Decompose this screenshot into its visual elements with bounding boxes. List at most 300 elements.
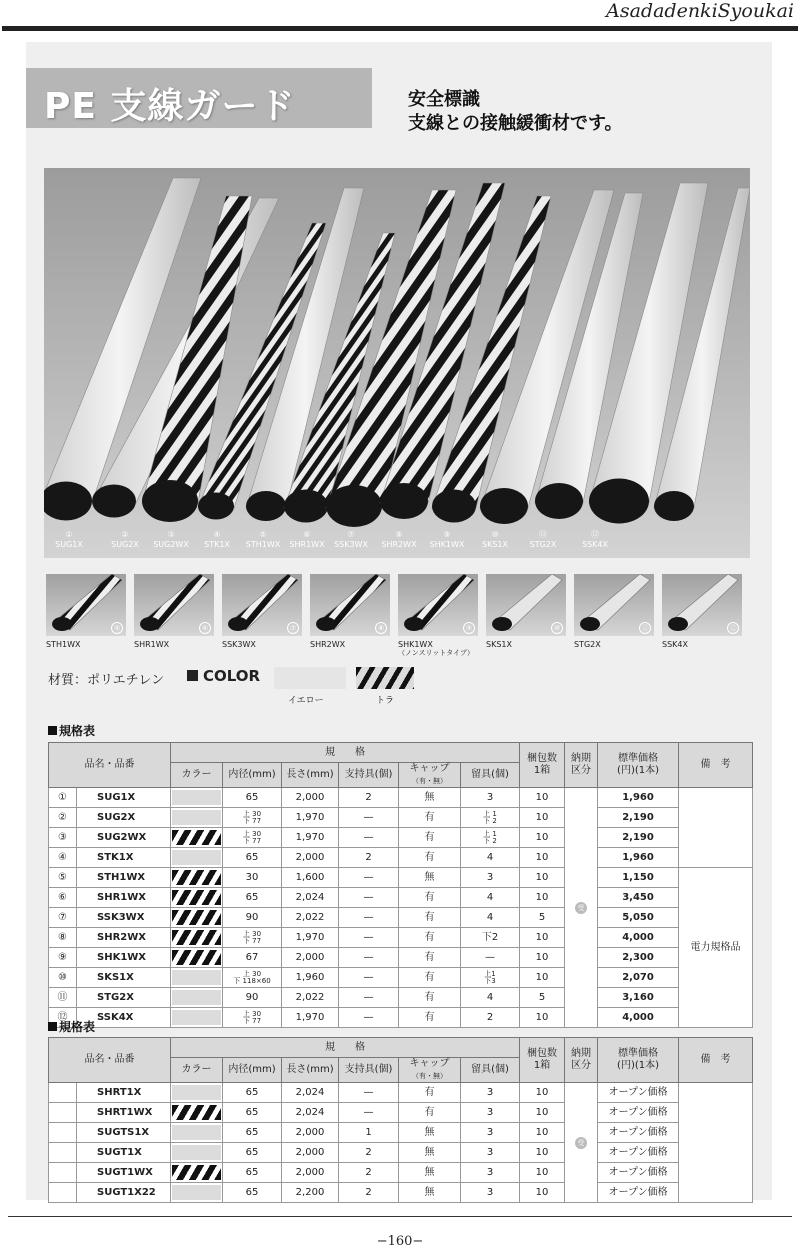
pack-quantity: 10 [520,868,565,888]
support-count: — [339,1103,399,1123]
cap: 有 [399,908,461,928]
fastener-count [461,848,520,868]
fastener-split-top: 上 1 [483,829,497,838]
fastener-count [461,1103,520,1123]
table-row [49,1008,753,1028]
support-count: — [339,1083,399,1103]
row-number: ② [49,808,77,828]
table-row [49,788,753,808]
col-pack-line2: 1箱 [533,1060,551,1071]
fastener-count [461,888,520,908]
photo-label-name: SKS1X [482,540,508,549]
pack-quantity: 10 [520,788,565,808]
photo-label-name: STH1WX [245,540,281,549]
col-pack-line1: 梱包数 [527,1048,558,1059]
color-swatch-yellow [172,850,221,865]
photo-label-number: ⑩ [491,530,499,539]
inner-diameter [223,788,282,808]
inner-diameter-split-bottom: 下 77 [242,936,262,945]
fastener-value: 3 [486,871,494,883]
photo-label-number: ⑥ [303,530,311,539]
table-row [49,928,753,948]
product-code: SUGT1WX [77,1163,171,1183]
product-thumbnail [310,574,390,636]
color-swatch-yellow [172,1085,221,1100]
inner-diameter-value: 65 [245,891,259,903]
col-inner: 内径(mm) [223,1058,282,1083]
standard-price: オープン価格 [598,1143,679,1163]
color-cell [171,1103,223,1123]
table-row [49,948,753,968]
support-count: — [339,988,399,1008]
product-thumbnail [486,574,566,636]
length: 2,024 [282,1103,339,1123]
product-code: SUGTS1X [77,1123,171,1143]
inner-diameter [223,1143,282,1163]
product-thumbnail [662,574,742,636]
photo-label-name: SSK4X [582,540,608,549]
inner-diameter-value: 65 [245,1166,259,1178]
swatch-tora [356,667,414,689]
inner-diameter [223,808,282,828]
guard-cap-9 [432,490,476,523]
col-color: カラー [171,1058,223,1083]
color-swatch-yellow [172,970,221,985]
inner-diameter-value: 65 [245,791,259,803]
product-code: STG2X [77,988,171,1008]
thumbnail-name: STG2X [574,640,601,649]
col-fastener: 留具(個) [461,763,520,788]
photo-label [422,530,472,550]
product-code: SHR2WX [77,928,171,948]
inner-diameter-value: 65 [245,1146,259,1158]
pack-quantity: 10 [520,1103,565,1123]
col-product: 品名・品番 [49,743,171,788]
cap: 有 [399,948,461,968]
color-cell [171,808,223,828]
pack-quantity: 10 [520,1083,565,1103]
inner-diameter-split-top: 上 30 [242,1009,262,1018]
col-length: 長さ(mm) [282,763,339,788]
row-number [49,1163,77,1183]
length: 1,970 [282,828,339,848]
support-count: — [339,828,399,848]
col-remarks: 備 考 [679,1038,753,1083]
photo-label-name: SUG2X [111,540,139,549]
table-row [49,1143,753,1163]
color-cell [171,1143,223,1163]
photo-label [518,530,568,550]
pack-quantity: 10 [520,1143,565,1163]
color-swatch-yellow [172,1125,221,1140]
length: 2,000 [282,788,339,808]
cap: 無 [399,868,461,888]
row-number: ④ [49,848,77,868]
standard-price: 3,450 [598,888,679,908]
product-code: SUG2X [77,808,171,828]
photo-label-number: ⑦ [347,530,355,539]
table-row [49,848,753,868]
standard-price: オープン価格 [598,1103,679,1123]
thumbnail-number: ⑪ [639,622,651,634]
table2-title [48,1018,95,1035]
table-row [49,888,753,908]
cap: 無 [399,1143,461,1163]
support-count: 2 [339,1183,399,1203]
swatch-tora-caption: トラ [376,696,395,706]
standard-price: 1,150 [598,868,679,888]
col-cap-line1: キャップ [409,1058,450,1069]
photo-label [326,530,376,550]
fastener-count [461,948,520,968]
fastener-value: — [485,951,496,963]
tagline-line-2: 支線との接触緩衝材です。 [408,113,623,134]
inner-diameter [223,848,282,868]
col-delivery-line2: 区分 [571,765,592,776]
col-pack [520,1038,565,1083]
photo-label-number: ① [65,530,73,539]
standard-price: 2,070 [598,968,679,988]
inner-diameter [223,828,282,848]
inner-diameter-split-bottom: 下 77 [242,816,262,825]
col-cap [399,763,461,788]
fastener-value: 3 [486,1086,494,1098]
fastener-split-bottom: 下 2 [483,836,497,845]
color-legend-label [187,667,260,685]
thumbnail-number: ⑫ [727,622,739,634]
support-count: 2 [339,1143,399,1163]
fastener-value: 3 [486,1146,494,1158]
square-icon [48,1022,57,1031]
page-number: −160− [376,1234,424,1249]
col-cap-line2: （有・無） [412,777,447,785]
tagline [408,88,623,136]
table-row [49,1123,753,1143]
product-code: SHK1WX [77,948,171,968]
delivery-badge-icon: 受 [575,1137,587,1149]
fastener-count [461,808,520,828]
color-cell [171,888,223,908]
cap: 有 [399,1103,461,1123]
length: 2,200 [282,1183,339,1203]
inner-diameter-value: 90 [245,991,259,1003]
table-row [49,1183,753,1203]
col-price-line2: (円)(1本) [617,1060,660,1071]
inner-diameter-value: 65 [245,851,259,863]
inner-diameter-split [223,1011,281,1025]
color-cell [171,988,223,1008]
col-pack-line1: 梱包数 [527,753,558,764]
photo-label [570,530,620,550]
inner-diameter-split [223,971,281,985]
fastener-count [461,1083,520,1103]
thumbnail-label [574,640,601,649]
material-label: 材質：ポリエチレン [48,673,165,688]
inner-diameter-split-top: 上 30 [242,809,262,818]
inner-diameter-split-top: 上 30 [242,929,262,938]
length: 2,022 [282,988,339,1008]
photo-label [374,530,424,550]
col-delivery-line1: 納期 [571,753,592,764]
photo-label [238,530,288,550]
standard-price: オープン価格 [598,1123,679,1143]
col-support: 支持具(個) [339,763,399,788]
product-thumbnail [134,574,214,636]
remarks-group: 電力規格品 [679,868,753,1028]
product-code: STH1WX [77,868,171,888]
length: 2,000 [282,1163,339,1183]
guard-cap-6 [284,490,328,523]
length: 2,000 [282,1123,339,1143]
color-cell [171,788,223,808]
inner-diameter [223,968,282,988]
fastener-count [461,1008,520,1028]
col-cap [399,1058,461,1083]
support-count: — [339,948,399,968]
fastener-count [461,968,520,988]
cap: 有 [399,1083,461,1103]
inner-diameter-split-bottom: 下 118×60 [233,976,271,985]
col-price [598,743,679,788]
photo-label-name: SHK1WX [429,540,465,549]
support-count: — [339,868,399,888]
spec-table-1 [48,742,753,1028]
color-swatch-yellow [172,1185,221,1200]
color-swatch-tora [172,910,221,925]
bottom-rule [8,1216,792,1217]
delivery-class [565,788,598,1028]
table-row [49,1103,753,1123]
color-swatch-yellow [172,810,221,825]
fastener-split-top: 上1 [484,969,496,978]
cap: 無 [399,1123,461,1143]
length: 1,970 [282,1008,339,1028]
color-label-text: COLOR [203,667,261,685]
inner-diameter-value: 67 [245,951,259,963]
table-row [49,1083,753,1103]
pack-quantity: 10 [520,888,565,908]
inner-diameter-value: 90 [245,911,259,923]
length: 1,970 [282,808,339,828]
row-number: ⑩ [49,968,77,988]
standard-price: 3,160 [598,988,679,1008]
fastener-split-bottom: 下3 [484,976,496,985]
support-count: 2 [339,1163,399,1183]
photo-label-name: SHR2WX [381,540,417,549]
standard-price: 1,960 [598,788,679,808]
thumbnail-number: ⑤ [111,622,123,634]
thumbnail-label [222,640,256,649]
inner-diameter [223,1123,282,1143]
pack-quantity: 10 [520,948,565,968]
color-swatch-tora [172,890,221,905]
photo-label-name: SHR1WX [289,540,325,549]
photo-label-number: ⑪ [539,530,547,539]
inner-diameter-split-bottom: 下 77 [242,1016,262,1025]
col-price-line1: 標準価格 [618,1048,659,1059]
color-swatch-yellow [172,990,221,1005]
fastener-count [461,1183,520,1203]
fastener-value: 4 [486,991,494,1003]
cap: 有 [399,808,461,828]
color-cell [171,848,223,868]
tagline-line-1: 安全標識 [408,89,480,110]
product-thumbnail [398,574,478,636]
table-row [49,968,753,988]
inner-diameter [223,928,282,948]
length: 2,024 [282,888,339,908]
fastener-count [461,1163,520,1183]
inner-diameter-split-top: 上 30 [242,969,262,978]
fastener-value: 4 [486,851,494,863]
col-cap-line1: キャップ [409,763,450,774]
inner-diameter-split [223,831,281,845]
col-price-line2: (円)(1本) [617,765,660,776]
row-number [49,1183,77,1203]
fastener-count [461,828,520,848]
color-cell [171,928,223,948]
cap: 有 [399,988,461,1008]
pack-quantity: 10 [520,968,565,988]
swatch-yellow [274,667,346,689]
length: 2,024 [282,1083,339,1103]
photo-label [470,530,520,550]
guard-cap-8 [380,483,428,519]
row-number: ⑧ [49,928,77,948]
thumbnail-number: ⑨ [463,622,475,634]
photo-label-name: SUG1X [55,540,83,549]
guard-cap-5 [246,491,286,521]
color-swatch-yellow [172,1010,221,1025]
pack-quantity: 10 [520,1008,565,1028]
guard-cap-12 [589,479,649,524]
thumbnail-label [398,640,474,658]
square-icon [48,726,57,735]
photo-label-number: ⑫ [591,530,599,539]
color-cell [171,908,223,928]
support-count: — [339,928,399,948]
guard-cap-13 [654,491,694,521]
pack-quantity: 10 [520,848,565,868]
remarks-empty [679,788,753,868]
table-row [49,868,753,888]
delivery-class [565,1083,598,1203]
table2-title-text: 規格表 [59,1020,96,1034]
color-swatch-yellow [172,1145,221,1160]
fastener-split [461,811,519,825]
support-count: — [339,968,399,988]
color-cell [171,1183,223,1203]
col-support: 支持具(個) [339,1058,399,1083]
color-cell [171,1008,223,1028]
product-code: SHR1WX [77,888,171,908]
row-number [49,1083,77,1103]
length: 2,000 [282,948,339,968]
fastener-value: 3 [486,1106,494,1118]
thumbnail-name: SKS1X [486,640,512,649]
product-code: SUGT1X [77,1143,171,1163]
color-cell [171,968,223,988]
cap: 無 [399,788,461,808]
inner-diameter [223,1103,282,1123]
photo-label-number: ② [121,530,129,539]
fastener-count [461,868,520,888]
inner-diameter [223,988,282,1008]
guard-cap-11 [535,483,583,519]
col-price [598,1038,679,1083]
support-count: 1 [339,1123,399,1143]
col-price-line1: 標準価格 [618,753,659,764]
fastener-count [461,908,520,928]
inner-diameter [223,1163,282,1183]
col-spec: 規 格 [171,1038,520,1058]
thumbnail-number: ⑧ [375,622,387,634]
product-thumbnail [574,574,654,636]
cap: 無 [399,1183,461,1203]
inner-diameter-value: 65 [245,1106,259,1118]
fastener-split [461,971,519,985]
photo-label [146,530,196,550]
inner-diameter-split [223,931,281,945]
guard-cap-4 [198,493,234,520]
photo-label-name: SSK3WX [334,540,368,549]
inner-diameter-value: 65 [245,1126,259,1138]
col-cap-line2: （有・無） [412,1072,447,1080]
color-swatch-tora [172,930,221,945]
product-code: SSK4X [77,1008,171,1028]
thumbnail-name: SSK4X [662,640,688,649]
row-number: ⑪ [49,988,77,1008]
col-delivery [565,743,598,788]
length: 1,600 [282,868,339,888]
support-count: 2 [339,848,399,868]
fastener-split-bottom: 下 2 [483,816,497,825]
brand-name: AsadadenkiSyoukai [606,0,794,22]
page-title: PE 支線ガード [44,86,296,127]
product-photo [44,168,750,558]
thumbnail-number: ⑦ [287,622,299,634]
fastener-count [461,988,520,1008]
color-square-icon [187,670,198,681]
fastener-count [461,928,520,948]
guard-cap-10 [480,488,528,524]
photo-label-number: ⑨ [443,530,451,539]
inner-diameter-value: 65 [245,1186,259,1198]
remarks-empty [679,1083,753,1203]
length: 2,000 [282,848,339,868]
color-cell [171,868,223,888]
photo-label-name: STG2X [529,540,557,549]
product-code: SHRT1X [77,1083,171,1103]
standard-price: 4,000 [598,1008,679,1028]
color-cell [171,1163,223,1183]
photo-label-number: ④ [213,530,221,539]
thumbnail-note: （ノンスリットタイプ） [398,649,474,657]
color-swatch-tora [172,950,221,965]
guard-cap-2 [92,485,136,518]
table-row [49,1163,753,1183]
thumbnail-label [46,640,80,649]
fastener-value: 4 [486,911,494,923]
photo-label-number: ③ [167,530,175,539]
standard-price: 2,300 [598,948,679,968]
table-row [49,988,753,1008]
col-inner: 内径(mm) [223,763,282,788]
color-swatch-tora [172,830,221,845]
row-number: ③ [49,828,77,848]
standard-price: 5,050 [598,908,679,928]
table1-title [48,722,95,739]
